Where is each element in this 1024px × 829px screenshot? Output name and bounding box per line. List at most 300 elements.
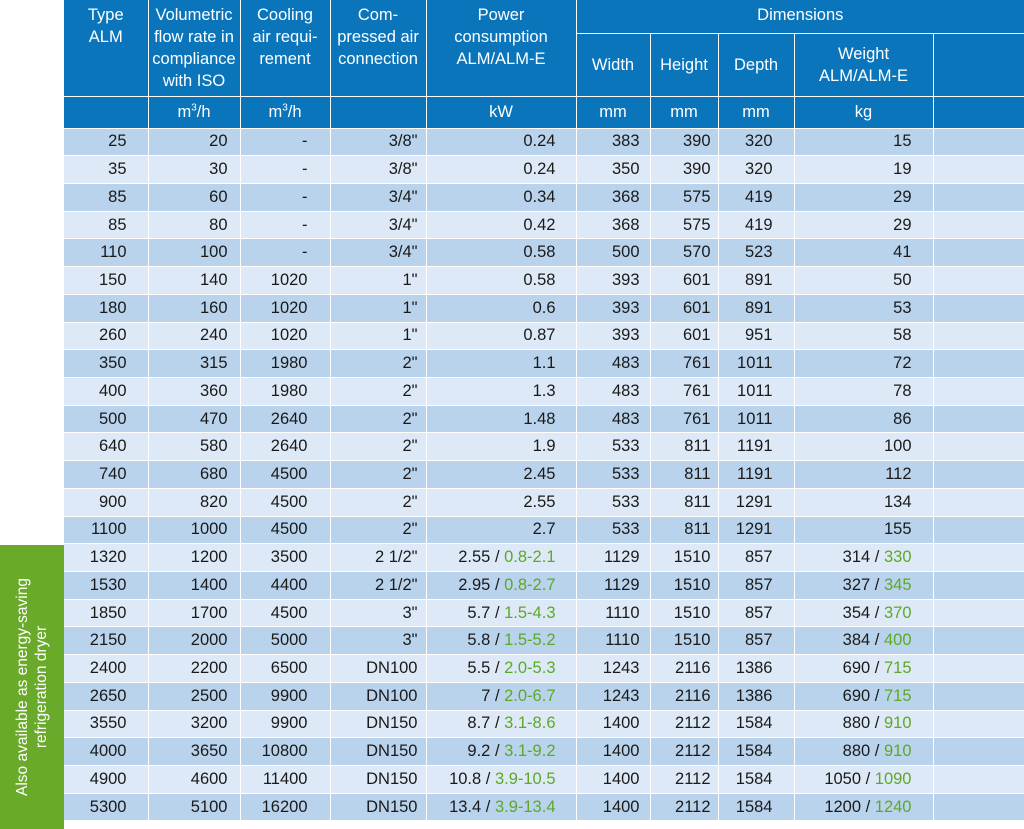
cell-power-value: 0.58 bbox=[523, 270, 556, 289]
table-row bbox=[64, 572, 1024, 600]
cell-cooling-air-value: 9900 bbox=[270, 686, 308, 705]
cell-power bbox=[426, 128, 576, 156]
cell-height-value: 601 bbox=[682, 298, 711, 317]
cell-compressed-air bbox=[330, 350, 426, 378]
table-row bbox=[64, 183, 1024, 211]
cell-compressed-air-value: 2 1/2" bbox=[374, 575, 418, 594]
table-row bbox=[64, 322, 1024, 350]
cell-compressed-air-value: DN150 bbox=[366, 797, 418, 816]
table-row bbox=[64, 627, 1024, 655]
cell-weight-value: 112 bbox=[885, 464, 912, 483]
cell-width bbox=[576, 128, 650, 156]
cell-height bbox=[650, 488, 718, 516]
cell-type-value: 85 bbox=[108, 215, 127, 234]
cell-weight-energy-saving-value: 370 bbox=[883, 603, 912, 622]
cell-cooling-air bbox=[240, 128, 330, 156]
cell-type-value: 1320 bbox=[89, 548, 127, 567]
cell-width bbox=[576, 377, 650, 405]
cell-flow-rate-value: 2200 bbox=[190, 659, 228, 678]
cell-power-value: 0.34 bbox=[523, 187, 556, 206]
cell-height bbox=[650, 322, 718, 350]
cell-weight-value: 78 bbox=[893, 381, 912, 400]
header-weight: Weight ALM/ALM-E bbox=[794, 33, 933, 96]
cell-height-value: 1510 bbox=[673, 575, 711, 594]
cell-width bbox=[576, 544, 650, 572]
table-row bbox=[64, 405, 1024, 433]
cell-blank bbox=[933, 793, 1024, 821]
header-cooling-air: Cooling air requi- rement bbox=[240, 0, 330, 96]
cell-width bbox=[576, 405, 650, 433]
cell-width-value: 1400 bbox=[602, 714, 640, 733]
cell-type bbox=[64, 488, 148, 516]
cell-depth bbox=[718, 710, 794, 738]
unit-power: kW bbox=[426, 96, 576, 128]
cell-height-value: 761 bbox=[682, 354, 711, 373]
cell-depth bbox=[718, 267, 794, 295]
cell-flow-rate-value: 30 bbox=[209, 160, 228, 179]
cell-depth bbox=[718, 627, 794, 655]
cell-depth bbox=[718, 572, 794, 600]
cell-power-value: 5.5 / bbox=[467, 659, 505, 678]
cell-cooling-air-value: - bbox=[302, 187, 308, 206]
cell-blank bbox=[933, 655, 1024, 683]
cell-compressed-air-value: 2" bbox=[402, 464, 418, 483]
cell-compressed-air-value: 1" bbox=[402, 298, 418, 317]
cell-blank bbox=[933, 544, 1024, 572]
cell-type bbox=[64, 211, 148, 239]
cell-depth bbox=[718, 599, 794, 627]
cell-height-value: 1510 bbox=[673, 548, 711, 567]
cell-weight bbox=[794, 599, 933, 627]
cell-power-energy-saving-value: 3.9-10.5 bbox=[494, 769, 556, 788]
cell-power-value: 9.2 / bbox=[467, 742, 505, 761]
cell-height-value: 2112 bbox=[675, 769, 711, 788]
cell-power bbox=[426, 350, 576, 378]
cell-cooling-air bbox=[240, 433, 330, 461]
cell-height-value: 811 bbox=[684, 492, 711, 511]
cell-blank bbox=[933, 211, 1024, 239]
cell-type-value: 4900 bbox=[89, 769, 127, 788]
table-row bbox=[64, 710, 1024, 738]
cell-flow-rate-value: 3200 bbox=[190, 714, 228, 733]
cell-cooling-air-value: - bbox=[302, 160, 308, 179]
table-row bbox=[64, 267, 1024, 295]
cell-depth-value: 1291 bbox=[735, 492, 773, 511]
cell-depth-value: 320 bbox=[744, 132, 773, 151]
cell-blank bbox=[933, 682, 1024, 710]
cell-height-value: 2116 bbox=[675, 686, 711, 705]
cell-weight-energy-saving-value: 1240 bbox=[874, 797, 912, 816]
cell-depth-value: 1584 bbox=[735, 742, 773, 761]
cell-flow-rate-value: 2000 bbox=[190, 631, 228, 650]
cell-weight-value: 155 bbox=[883, 520, 912, 539]
cell-height bbox=[650, 572, 718, 600]
cell-compressed-air bbox=[330, 766, 426, 794]
cell-blank bbox=[933, 627, 1024, 655]
cell-compressed-air-value: 3" bbox=[402, 631, 418, 650]
cell-power bbox=[426, 377, 576, 405]
cell-cooling-air bbox=[240, 599, 330, 627]
cell-compressed-air bbox=[330, 239, 426, 267]
cell-power bbox=[426, 322, 576, 350]
cell-compressed-air-value: 3" bbox=[402, 603, 418, 622]
cell-compressed-air-value: 3/4" bbox=[388, 243, 418, 262]
cell-depth-value: 523 bbox=[744, 243, 773, 262]
cell-cooling-air-value: 2640 bbox=[270, 409, 308, 428]
table-row bbox=[64, 128, 1024, 156]
cell-height bbox=[650, 239, 718, 267]
cell-compressed-air-value: DN150 bbox=[366, 714, 418, 733]
cell-type bbox=[64, 682, 148, 710]
cell-cooling-air bbox=[240, 183, 330, 211]
cell-compressed-air bbox=[330, 156, 426, 184]
cell-power bbox=[426, 793, 576, 821]
cell-depth-value: 857 bbox=[744, 575, 773, 594]
cell-power bbox=[426, 433, 576, 461]
cell-height bbox=[650, 738, 718, 766]
cell-flow-rate bbox=[148, 405, 240, 433]
cell-cooling-air bbox=[240, 377, 330, 405]
cell-type bbox=[64, 183, 148, 211]
cell-compressed-air-value: 1" bbox=[402, 270, 418, 289]
cell-compressed-air-value: 2" bbox=[402, 520, 418, 539]
cell-width-value: 1110 bbox=[605, 631, 640, 650]
cell-depth bbox=[718, 461, 794, 489]
table-row bbox=[64, 433, 1024, 461]
cell-type-value: 85 bbox=[108, 187, 127, 206]
cell-flow-rate bbox=[148, 350, 240, 378]
energy-saving-side-label bbox=[0, 545, 64, 829]
dryer-spec-table-container bbox=[64, 0, 1024, 829]
cell-weight bbox=[794, 682, 933, 710]
cell-compressed-air bbox=[330, 682, 426, 710]
cell-weight bbox=[794, 488, 933, 516]
table-row bbox=[64, 488, 1024, 516]
cell-compressed-air-value: 2 1/2" bbox=[374, 548, 418, 567]
cell-compressed-air-value: DN150 bbox=[366, 742, 418, 761]
side-note-text: Also available as energy-saving refrigeration dryer bbox=[14, 578, 50, 796]
cell-cooling-air-value: - bbox=[302, 215, 308, 234]
cell-flow-rate bbox=[148, 655, 240, 683]
cell-flow-rate-value: 4600 bbox=[190, 769, 228, 788]
cell-weight-value: 72 bbox=[893, 354, 912, 373]
cell-blank bbox=[933, 322, 1024, 350]
cell-compressed-air-value: 3/4" bbox=[388, 187, 418, 206]
cell-width bbox=[576, 461, 650, 489]
cell-type bbox=[64, 766, 148, 794]
cell-power bbox=[426, 516, 576, 544]
cell-height-value: 2112 bbox=[675, 797, 711, 816]
cell-compressed-air bbox=[330, 405, 426, 433]
cell-weight bbox=[794, 627, 933, 655]
cell-depth-value: 1291 bbox=[735, 520, 773, 539]
cell-height-value: 1510 bbox=[673, 631, 711, 650]
cell-cooling-air-value: 1020 bbox=[270, 270, 308, 289]
cell-depth-value: 891 bbox=[744, 270, 773, 289]
cell-cooling-air-value: 4500 bbox=[270, 520, 308, 539]
cell-cooling-air bbox=[240, 655, 330, 683]
cell-cooling-air-value: 4500 bbox=[270, 603, 308, 622]
cell-compressed-air bbox=[330, 655, 426, 683]
cell-width-value: 1400 bbox=[602, 797, 640, 816]
cell-power-value: 8.7 / bbox=[467, 714, 505, 733]
cell-power-value: 1.1 bbox=[532, 354, 556, 373]
cell-flow-rate-value: 360 bbox=[199, 381, 228, 400]
cell-width bbox=[576, 433, 650, 461]
cell-compressed-air bbox=[330, 738, 426, 766]
cell-cooling-air bbox=[240, 710, 330, 738]
table-row bbox=[64, 766, 1024, 794]
cell-compressed-air-value: 3/8" bbox=[388, 160, 418, 179]
cell-cooling-air bbox=[240, 267, 330, 295]
cell-height bbox=[650, 405, 718, 433]
cell-height bbox=[650, 544, 718, 572]
cell-type-value: 1850 bbox=[89, 603, 127, 622]
cell-weight-energy-saving-value: 345 bbox=[883, 575, 912, 594]
cell-type-value: 2150 bbox=[89, 631, 127, 650]
cell-flow-rate bbox=[148, 183, 240, 211]
cell-power-value: 5.8 / bbox=[467, 631, 505, 650]
cell-type-value: 1530 bbox=[89, 575, 127, 594]
cell-power-value: 2.55 bbox=[523, 492, 556, 511]
cell-depth bbox=[718, 239, 794, 267]
cell-cooling-air-value: 16200 bbox=[261, 797, 308, 816]
cell-cooling-air-value: 4500 bbox=[270, 492, 308, 511]
cell-flow-rate-value: 580 bbox=[199, 437, 228, 456]
cell-width bbox=[576, 350, 650, 378]
cell-depth bbox=[718, 350, 794, 378]
cell-depth bbox=[718, 128, 794, 156]
cell-power bbox=[426, 738, 576, 766]
cell-weight-value: 19 bbox=[893, 160, 912, 179]
cell-power bbox=[426, 183, 576, 211]
cell-flow-rate bbox=[148, 239, 240, 267]
cell-flow-rate-value: 315 bbox=[199, 354, 228, 373]
cell-power bbox=[426, 710, 576, 738]
header-width: Width bbox=[576, 33, 650, 96]
cell-flow-rate bbox=[148, 294, 240, 322]
unit-compressed bbox=[330, 96, 426, 128]
cell-width-value: 483 bbox=[611, 381, 640, 400]
cell-flow-rate bbox=[148, 682, 240, 710]
cell-weight bbox=[794, 267, 933, 295]
cell-flow-rate-value: 2500 bbox=[190, 686, 228, 705]
cell-weight-energy-saving-value: 715 bbox=[883, 686, 912, 705]
table-row bbox=[64, 599, 1024, 627]
cell-compressed-air bbox=[330, 516, 426, 544]
cell-width-value: 383 bbox=[611, 132, 640, 151]
cell-weight-value: 58 bbox=[893, 326, 912, 345]
cell-compressed-air bbox=[330, 322, 426, 350]
cell-type bbox=[64, 128, 148, 156]
cell-height-value: 2112 bbox=[675, 714, 711, 733]
cell-weight-value: 86 bbox=[893, 409, 912, 428]
cell-flow-rate-value: 680 bbox=[199, 464, 228, 483]
cell-cooling-air-value: 2640 bbox=[270, 437, 308, 456]
cell-cooling-air-value: 4400 bbox=[270, 575, 308, 594]
cell-height bbox=[650, 461, 718, 489]
cell-weight bbox=[794, 544, 933, 572]
cell-power-value: 2.7 bbox=[532, 520, 556, 539]
cell-cooling-air bbox=[240, 516, 330, 544]
cell-weight-value: 53 bbox=[893, 298, 912, 317]
cell-depth bbox=[718, 738, 794, 766]
cell-type bbox=[64, 599, 148, 627]
cell-depth bbox=[718, 766, 794, 794]
cell-weight bbox=[794, 433, 933, 461]
cell-width-value: 368 bbox=[611, 215, 640, 234]
cell-height-value: 570 bbox=[682, 243, 711, 262]
cell-width-value: 1129 bbox=[604, 575, 640, 594]
cell-depth-value: 857 bbox=[744, 631, 773, 650]
cell-blank bbox=[933, 239, 1024, 267]
cell-height bbox=[650, 183, 718, 211]
cell-height bbox=[650, 793, 718, 821]
cell-depth bbox=[718, 156, 794, 184]
cell-depth-value: 1191 bbox=[737, 464, 773, 483]
cell-compressed-air-value: 3/4" bbox=[388, 215, 418, 234]
cell-width-value: 500 bbox=[611, 243, 640, 262]
cell-weight-value: 690 / bbox=[842, 659, 884, 678]
table-row bbox=[64, 544, 1024, 572]
cell-weight-value: 41 bbox=[893, 243, 912, 262]
cell-weight-value: 100 bbox=[883, 437, 912, 456]
cell-type bbox=[64, 738, 148, 766]
cell-blank bbox=[933, 377, 1024, 405]
cell-width-value: 368 bbox=[611, 187, 640, 206]
cell-power-value: 13.4 / bbox=[449, 797, 495, 816]
cell-compressed-air-value: 2" bbox=[402, 437, 418, 456]
cell-type-value: 5300 bbox=[89, 797, 127, 816]
cell-compressed-air-value: 2" bbox=[402, 381, 418, 400]
cell-width bbox=[576, 488, 650, 516]
cell-height bbox=[650, 377, 718, 405]
cell-depth bbox=[718, 655, 794, 683]
cell-flow-rate bbox=[148, 516, 240, 544]
cell-flow-rate bbox=[148, 377, 240, 405]
unit-height: mm bbox=[650, 96, 718, 128]
cell-flow-rate-value: 160 bbox=[199, 298, 228, 317]
units-row bbox=[64, 96, 1024, 128]
header-compressed-air: Com- pressed air connection bbox=[330, 0, 426, 96]
cell-compressed-air-value: 2" bbox=[402, 409, 418, 428]
table-row bbox=[64, 793, 1024, 821]
cell-flow-rate bbox=[148, 710, 240, 738]
cell-cooling-air-value: - bbox=[302, 132, 308, 151]
cell-width bbox=[576, 572, 650, 600]
dryer-spec-table bbox=[64, 0, 1024, 821]
cell-flow-rate-value: 5100 bbox=[190, 797, 228, 816]
cell-power-value: 0.87 bbox=[523, 326, 556, 345]
cell-height bbox=[650, 655, 718, 683]
cell-weight-value: 354 / bbox=[842, 603, 884, 622]
cell-cooling-air bbox=[240, 156, 330, 184]
cell-width-value: 533 bbox=[611, 437, 640, 456]
cell-cooling-air-value: 1020 bbox=[270, 326, 308, 345]
cell-compressed-air bbox=[330, 183, 426, 211]
cell-compressed-air bbox=[330, 627, 426, 655]
cell-depth bbox=[718, 544, 794, 572]
cell-type-value: 740 bbox=[98, 464, 127, 483]
cell-type-value: 3550 bbox=[89, 714, 127, 733]
cell-type-value: 2650 bbox=[89, 686, 127, 705]
cell-blank bbox=[933, 710, 1024, 738]
cell-height bbox=[650, 599, 718, 627]
header-height: Height bbox=[650, 33, 718, 96]
cell-width bbox=[576, 294, 650, 322]
cell-cooling-air-value: 6500 bbox=[270, 659, 308, 678]
table-row bbox=[64, 655, 1024, 683]
cell-weight bbox=[794, 322, 933, 350]
cell-weight-value: 50 bbox=[893, 270, 912, 289]
cell-power-energy-saving-value: 1.5-4.3 bbox=[504, 603, 556, 622]
cell-weight bbox=[794, 350, 933, 378]
cell-power-value: 0.24 bbox=[523, 160, 556, 179]
unit-flow: $m^3/h$ bbox=[148, 96, 240, 128]
cell-width bbox=[576, 793, 650, 821]
cell-power-value: 0.42 bbox=[523, 215, 556, 234]
cell-power bbox=[426, 267, 576, 295]
cell-cooling-air-value: 3500 bbox=[270, 548, 308, 567]
cell-power-value: 0.58 bbox=[523, 243, 556, 262]
cell-weight-energy-saving-value: 910 bbox=[883, 742, 912, 761]
cell-power-energy-saving-value: 3.1-9.2 bbox=[504, 742, 556, 761]
cell-depth bbox=[718, 793, 794, 821]
cell-height bbox=[650, 627, 718, 655]
unit-extra bbox=[933, 96, 1024, 128]
cell-weight bbox=[794, 128, 933, 156]
cell-power-value: 7 / bbox=[481, 686, 505, 705]
table-row bbox=[64, 516, 1024, 544]
cell-power-value: 10.8 / bbox=[449, 769, 495, 788]
cell-compressed-air bbox=[330, 461, 426, 489]
cell-blank bbox=[933, 516, 1024, 544]
cell-width bbox=[576, 211, 650, 239]
cell-power-value: 2.45 bbox=[523, 464, 556, 483]
cell-height bbox=[650, 710, 718, 738]
cell-width-value: 1243 bbox=[602, 659, 640, 678]
cell-depth bbox=[718, 433, 794, 461]
cell-depth-value: 1191 bbox=[737, 437, 773, 456]
cell-power-value: 1.9 bbox=[532, 437, 556, 456]
header-dimensions: Dimensions bbox=[576, 0, 1024, 33]
cell-weight bbox=[794, 294, 933, 322]
cell-weight-value: 880 / bbox=[842, 742, 884, 761]
cell-height-value: 2116 bbox=[675, 659, 711, 678]
cell-cooling-air-value: 1020 bbox=[270, 298, 308, 317]
header-power: Power consumption ALM/ALM-E bbox=[426, 0, 576, 96]
cell-flow-rate bbox=[148, 433, 240, 461]
cell-height-value: 601 bbox=[682, 326, 711, 345]
cell-blank bbox=[933, 461, 1024, 489]
cell-blank bbox=[933, 738, 1024, 766]
cell-type-value: 500 bbox=[98, 409, 127, 428]
table-row bbox=[64, 682, 1024, 710]
cell-cooling-air bbox=[240, 294, 330, 322]
cell-type bbox=[64, 461, 148, 489]
cell-flow-rate-value: 3650 bbox=[190, 742, 228, 761]
cell-flow-rate bbox=[148, 766, 240, 794]
cell-compressed-air bbox=[330, 294, 426, 322]
cell-power bbox=[426, 572, 576, 600]
cell-height bbox=[650, 682, 718, 710]
cell-height-value: 575 bbox=[682, 187, 711, 206]
cell-power-value: 2.55 / bbox=[458, 548, 505, 567]
cell-compressed-air-value: DN100 bbox=[366, 659, 418, 678]
cell-cooling-air-value: 1980 bbox=[270, 381, 308, 400]
cell-flow-rate bbox=[148, 128, 240, 156]
cell-type-value: 260 bbox=[98, 326, 127, 345]
